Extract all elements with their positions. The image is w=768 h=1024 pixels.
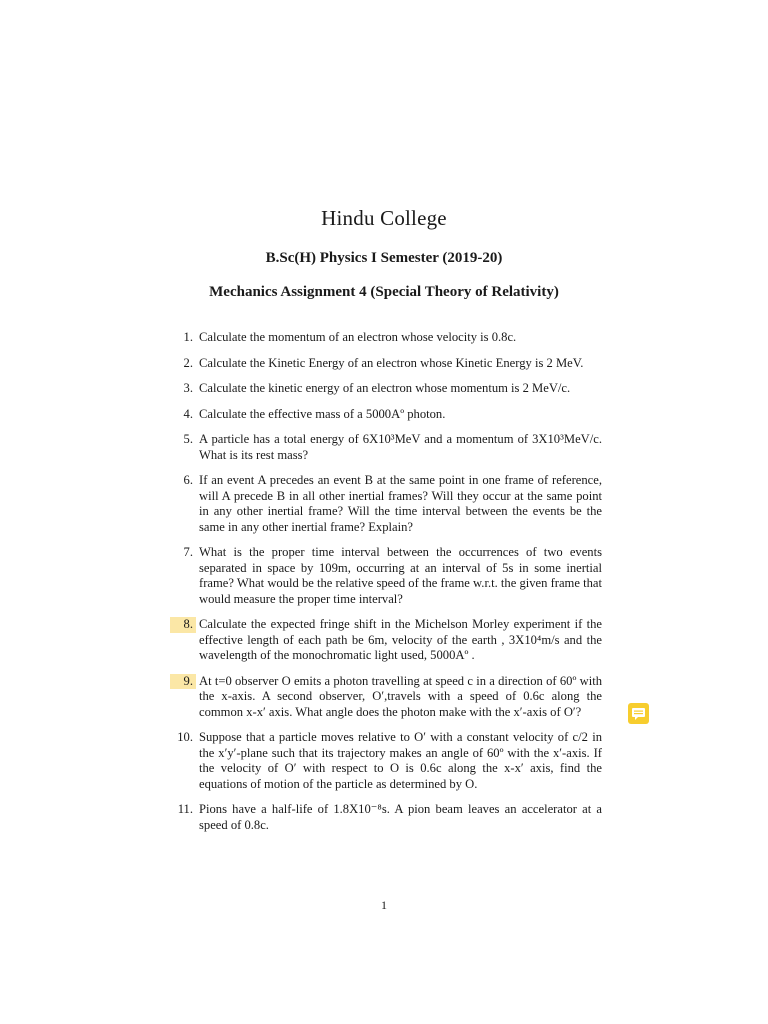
question-text: Calculate the expected fringe shift in the Michelson Morley experiment if the effective length of each path be 6m, velocity of the earth , 3X10⁴m/s and the wavelength of the monochromatic light used, 5000Aº .	[199, 617, 602, 662]
question-number: 1.	[183, 330, 193, 344]
document-title: Hindu College	[321, 206, 447, 230]
question-number: 7.	[183, 545, 193, 559]
question-text: If an event A precedes an event B at the same point in one frame of reference, will A precede B in all other inertial frames? Will they occur at the same point in any other inertial frame? Will the time interval between the events be the same in any other inertial frame? Explain?	[199, 473, 602, 534]
question-item	[170, 381, 602, 397]
question-item	[170, 356, 602, 372]
assignment-heading: Mechanics Assignment 4 (Special Theory of Relativity)	[209, 284, 559, 300]
question-text: Calculate the effective mass of a 5000Aº photon.	[199, 406, 446, 421]
question-text: What is the proper time interval between the occurrences of two events separated in space by 109m, occurring at an interval of 5s in some inertial frame? What would be the relative speed of the frame w.r.t. the given frame that would measure the proper time interval?	[199, 545, 602, 606]
question-number: 3.	[183, 381, 193, 395]
page-number: 1	[381, 898, 387, 912]
question-number: 5.	[183, 432, 193, 446]
comment-note-icon[interactable]	[628, 703, 649, 724]
course-subtitle: B.Sc(H) Physics I Semester (2019-20)	[265, 250, 503, 266]
question-item	[170, 545, 602, 607]
question-text: Calculate the momentum of an electron whose velocity is 0.8c.	[199, 330, 517, 344]
question-text: At t=0 observer O emits a photon travelling at speed c in a direction of 60º with the x-axis. A second observer, O′,travels with a speed of 0.6c along the common x-x′ axis. What angle does the photon make with the x′-axis of O′?	[199, 673, 602, 719]
question-number: 2.	[183, 355, 193, 370]
question-item	[170, 473, 602, 535]
question-text: Suppose that a particle moves relative to O′ with a constant velocity of c/2 in the x′y′-plane such that its trajectory makes an angle of 60º with the x′-axis. If the velocity of O′ with respect to O is 0.6c along the x-x′ axis, find the equations of motion of the particle as determined by O.	[199, 730, 602, 791]
question-number: 11.	[177, 802, 193, 816]
question-text: Calculate the kinetic energy of an electron whose momentum is 2 MeV/c.	[199, 381, 571, 395]
question-text: A particle has a total energy of 6X10³MeV and a momentum of 3X10³MeV/c. What is its rest mass?	[199, 432, 602, 462]
question-number: 4.	[183, 406, 193, 421]
question-number-highlighted[interactable]: 8.	[170, 617, 196, 633]
question-number-highlighted[interactable]: 9.	[170, 674, 196, 690]
question-item	[170, 407, 602, 423]
question-item	[170, 330, 602, 346]
question-item	[170, 432, 602, 463]
question-list	[170, 330, 602, 843]
question-number: 6.	[183, 473, 193, 487]
question-number: 10.	[177, 730, 193, 744]
question-item	[170, 730, 602, 792]
question-item	[170, 802, 602, 833]
question-item	[170, 674, 602, 721]
question-item	[170, 617, 602, 664]
question-text: Pions have a half-life of 1.8X10⁻⁸s. A pion beam leaves an accelerator at a speed of 0.8c.	[199, 802, 602, 832]
question-text: Calculate the Kinetic Energy of an electron whose Kinetic Energy is 2 MeV.	[199, 355, 584, 370]
